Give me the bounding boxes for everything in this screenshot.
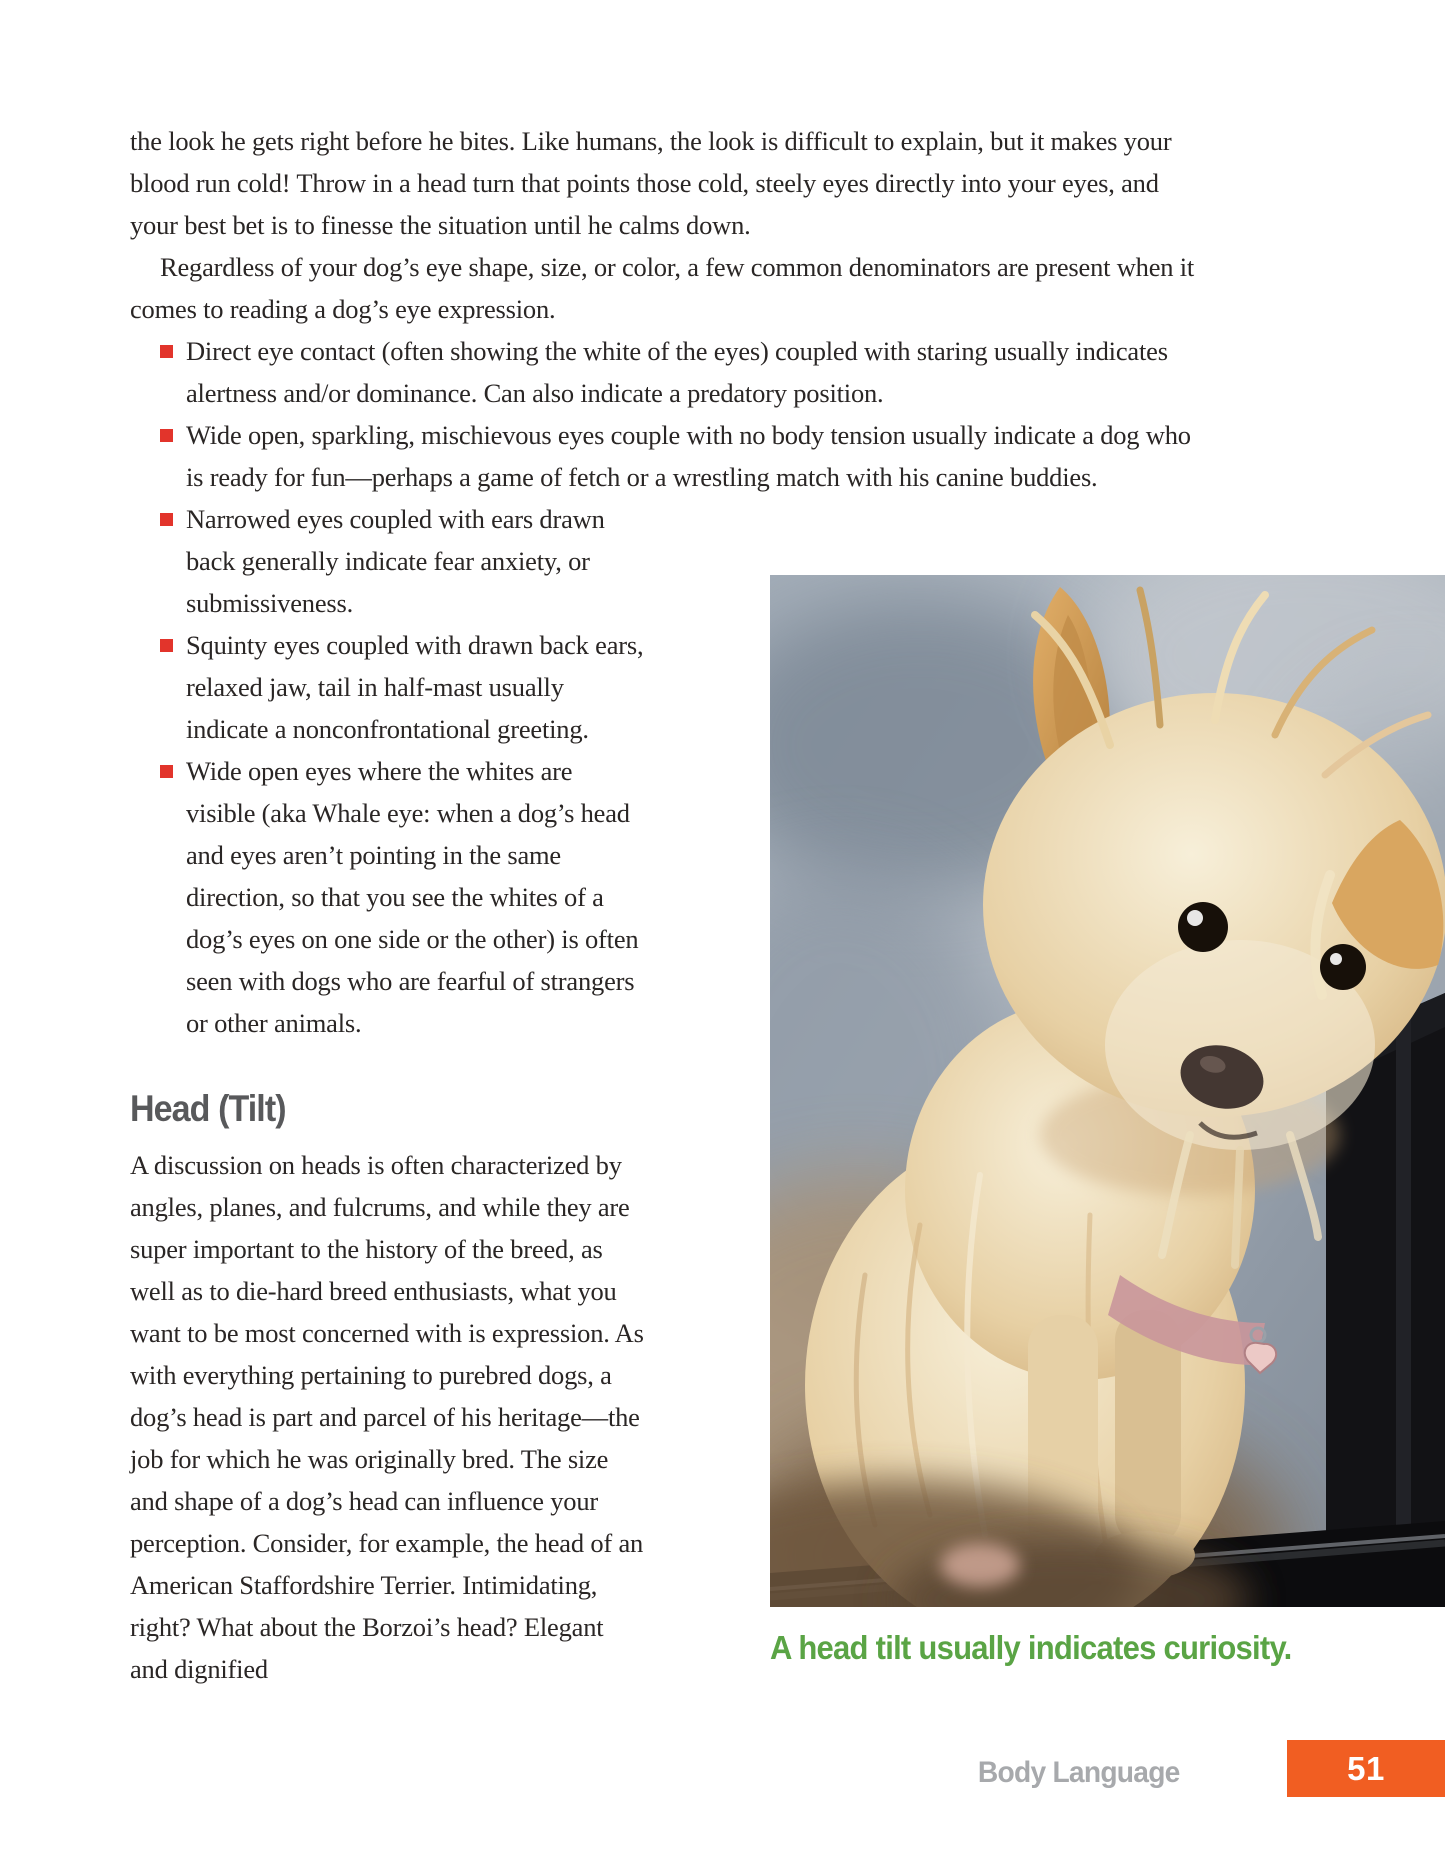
bullet-item: Narrowed eyes coupled with ears drawn back generally indicate fear anxiety, or submissiveness. bbox=[130, 498, 647, 624]
page-number: 51 bbox=[1347, 1749, 1385, 1787]
bullet-item: Direct eye contact (often showing the white of the eyes) coupled with staring usually indicates alertness and/or dominance. Can also indicate a predatory position. bbox=[130, 330, 1200, 414]
photo-caption: A head tilt usually indicates curiosity. bbox=[770, 1629, 1292, 1666]
bullet-list-narrow bbox=[130, 498, 647, 1044]
running-head: Body Language bbox=[978, 1756, 1180, 1789]
dog-eye-right bbox=[1320, 944, 1366, 990]
page-number-box bbox=[1287, 1740, 1445, 1797]
paragraph: A discussion on heads is often characterized by angles, planes, and fulcrums, and while they are super important to the history of the breed, as well as to die-hard breed enthusiasts, what you want to be most concerned with is expression. As with everything pertaining to purebred dogs, a dog’s head is part and parcel of his heritage—the job for which he was originally bred. The size and shape of a dog’s head can influence your perception. Consider, for example, the head of an American Staffordshire Terrier. Intimidating, right? What about the Borzoi’s head? Elegant and dignified bbox=[130, 1150, 644, 1684]
bullet-list-wide bbox=[130, 330, 1200, 498]
section-heading: Head (Tilt) bbox=[130, 1088, 286, 1129]
bullet-item: Wide open eyes where the whites are visible (aka Whale eye: when a dog’s head and eyes aren’t pointing in the same direction, so that you see the whites of a dog’s eyes on one side or the other) is often seen with dogs who are fearful of strangers or other animals. bbox=[130, 750, 647, 1044]
dog-photo bbox=[770, 575, 1445, 1607]
bullet-item: Wide open, sparkling, mischievous eyes couple with no body tension usually indicate a dog who is ready for fun—perhaps a game of fetch or a wrestling match with his canine buddies. bbox=[130, 414, 1200, 498]
paragraph: Regardless of your dog’s eye shape, size, or color, a few common denominators are present when it comes to reading a dog’s eye expression. bbox=[130, 252, 1195, 324]
bullet-item: Squinty eyes coupled with drawn back ears, relaxed jaw, tail in half-mast usually indicate a nonconfrontational greeting. bbox=[130, 624, 647, 750]
paragraph: the look he gets right before he bites. Like humans, the look is difficult to explain, but it makes your blood run cold! Throw in a head turn that points those cold, steely eyes directly into your eyes, and your best bet is to finesse the situation until he calms down. bbox=[130, 126, 1172, 240]
dog-eye-left bbox=[1178, 902, 1228, 952]
dog-photo-illustration bbox=[770, 575, 1445, 1607]
text-column-beside-photo bbox=[130, 498, 647, 1690]
